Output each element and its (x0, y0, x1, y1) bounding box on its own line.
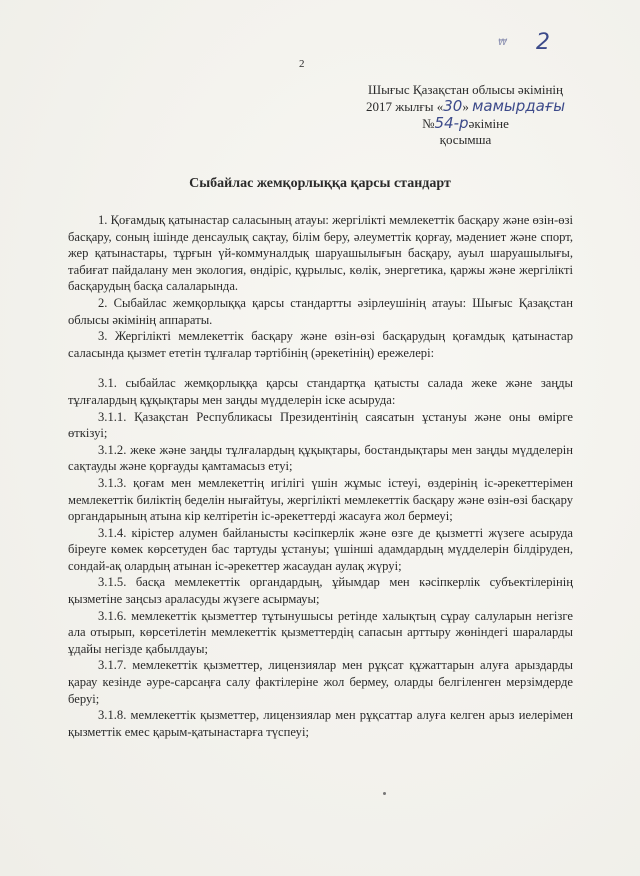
paragraph-3-1-5: 3.1.5. басқа мемлекеттік органдардың, ұйымдар мен кәсіпкерлік субъектілерінің қызметіне заңсыз араласуды жүзеге асырмауы; (68, 575, 573, 607)
header-line-2 (343, 98, 588, 115)
paragraph-3-1-3: 3.1.3. қоғам мен мемлекеттің игілігі үшін жұмыс істеуі, өздерінің іс-әрекеттерімен мемлекеттік биліктің беделін нығайтуы, жергілікті мемлекеттік басқару және өзін-өзі басқару органдарының атына кір келтіретін іс-әрекеттерді жасауға жол бермеуі; (68, 475, 573, 524)
header-quote-close: » (462, 99, 473, 114)
paragraph-1: 1. Қоғамдық қатынастар саласының атауы: жергілікті мемлекеттік басқару және өзін-өзі басқару, соның ішінде денсаулық сақтау, білім беру, әлеуметтік қорғау, мәдениет және спорт, жер қатынастары, тұрғын үй-коммуналдық шаруашылығын басқару, ауыл шаруашылығы, табиғат пайдалану мен экология, өндіріс, құрылыс, көлік, энергетика, қаржы және жергілікті басқарудың басқа салаларында. (68, 213, 573, 294)
header-line-4: қосымша (439, 132, 492, 147)
paragraph-3: 3. Жергілікті мемлекеттік басқару және өзін-өзі басқарудың қоғамдық қатынастар саласында қызмет ететін тұлғалар тәртібінің (әрекетінің) ережелері: (68, 329, 573, 360)
header-year-text: 2017 жылғы « (365, 99, 444, 114)
page-number: 2 (299, 58, 305, 70)
paragraph-3-1-1: 3.1.1. Қазақстан Республикасы Президентінің саясатын ұстануы және оны өмірге өткізуі; (68, 409, 573, 441)
paragraph-3-1-6: 3.1.6. мемлекеттік қызметтер тұтынушысы ретінде халықтың сұрау салуларын негізге ала отырып, көрсетілетін мемлекеттік қызметтердің сапасын арттыру жөніндегі шараларды ұдайы негізде қабылдауы; (68, 608, 573, 656)
document-title: Сыбайлас жемқорлыққа қарсы стандарт (189, 176, 451, 191)
corner-handwritten-number: 2 (536, 30, 550, 55)
paragraph-3-1-4: 3.1.4. кірістер алумен байланысты кәсіпкерлік және өзге де қызметті жүзеге асыруда біреуге көмек көрсетуден бас тартуды ұстануы; үшінші адамдардың мүдделерін білдіруден, сондай-ақ олардың атынан іс-әрекеттер жасаудан аулақ жүруі; (68, 525, 573, 573)
paragraph-2: 2. Сыбайлас жемқорлыққа қарсы стандартты әзірлеушінің атауы: Шығыс Қазақстан облысы әкімінің аппараты. (68, 295, 573, 327)
handwritten-decree-number: 54-р (434, 114, 469, 132)
header-line-3 (343, 115, 588, 132)
header-number-sign: № (422, 116, 435, 131)
paragraph-3-1-7: 3.1.7. мемлекеттік қызметтер, лицензиялар мен рұқсат құжаттарын алуға арыздарды қарау кезінде әуре-сарсаңға салу фактілеріне жол бермеу, оларды белгіленген мерзімдерде беруі; (68, 658, 573, 706)
appendix-header (343, 82, 588, 148)
paragraph-3-1-8: 3.1.8. мемлекеттік қызметтер, лицензиялар мен рұқсаттар алуға келген арыз иелерімен қызметтік емес қарым-қатынастарға түспеуі; (68, 708, 573, 739)
page-speck (383, 792, 386, 795)
paragraph-3-1-2: 3.1.2. жеке және заңды тұлғалардың құқықтары, бостандықтары мен заңды мүдделерін сақтауды және қорғауды қамтамасыз етуі; (68, 442, 573, 474)
header-line-1: Шығыс Қазақстан облысы әкімінің (367, 82, 563, 97)
document-body (68, 212, 573, 740)
paragraph-3-1: 3.1. сыбайлас жемқорлыққа қарсы стандартқа қатысты салада жеке және заңды тұлғалардың құқықтары мен заңды мүдделерін іске асыруда: (68, 376, 573, 407)
corner-handwritten-mark: ₩ (498, 38, 507, 48)
handwritten-day: 30 (443, 97, 463, 115)
header-line-3-text: әкіміне (468, 116, 509, 131)
handwritten-month: мамырдағы (472, 97, 566, 115)
